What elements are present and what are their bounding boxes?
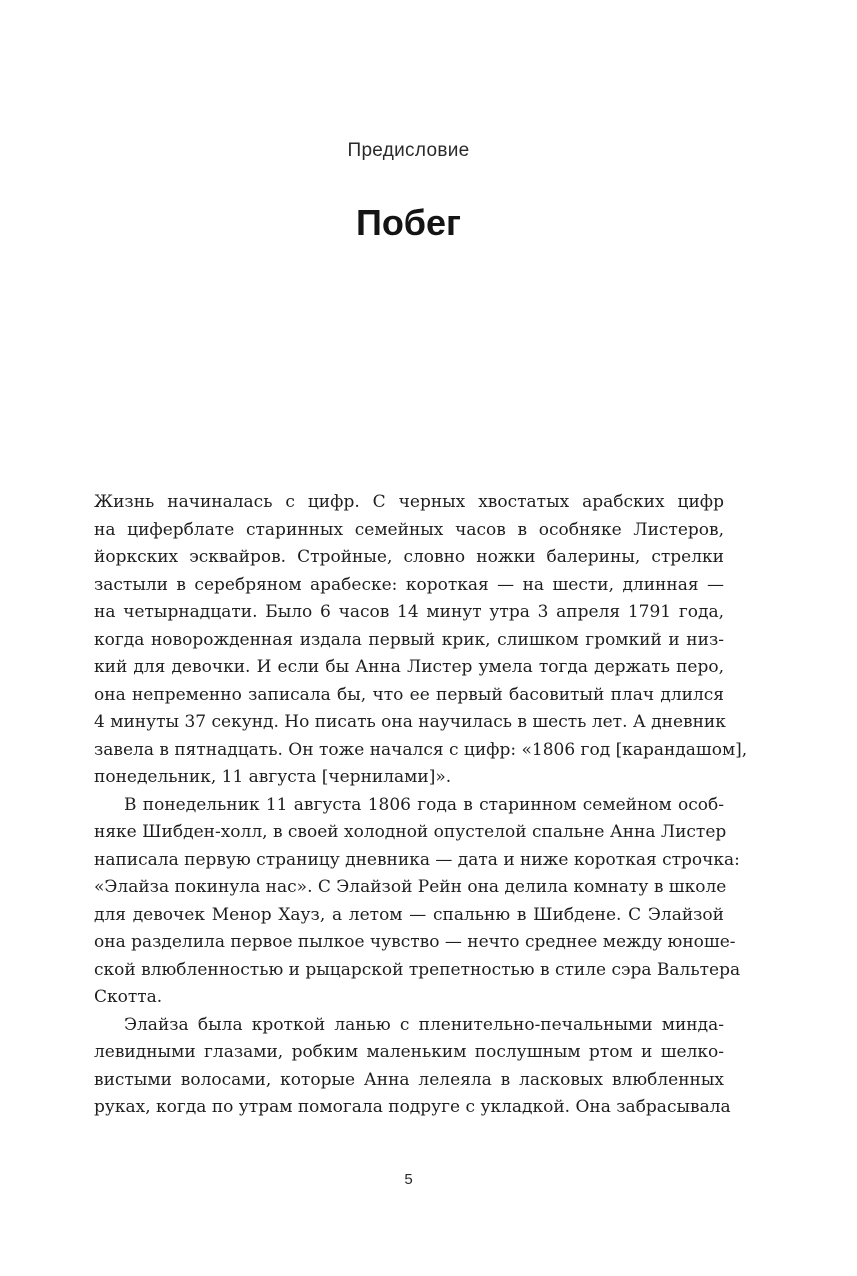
text-line: левидными глазами, робким маленьким послушным ртом и шелко-: [94, 1042, 724, 1062]
text-line: она непременно записала бы, что ее первый басовитый плач длился: [94, 684, 724, 705]
text-line: ской влюбленностью и рыцарской трепетностью в стиле сэра Вальтера: [94, 959, 741, 980]
chapter-title: Побег: [355, 202, 462, 243]
text-line: кий для девочки. И если бы Анна Листер умела тогда держать перо,: [94, 657, 724, 677]
text-line: Жизнь начиналась с цифр. С черных хвостатых арабских цифр: [94, 492, 724, 512]
text-line: руках, когда по утрам помогала подруге с укладкой. Она забрасывала: [94, 1097, 731, 1117]
text-line: Скотта.: [94, 987, 163, 1007]
text-line: «Элайза покинула нас». С Элайзой Рейн она делила комнату в школе: [94, 877, 727, 897]
text-line: понедельник, 11 августа [чернилами]».: [94, 767, 452, 787]
text-line: завела в пятнадцать. Он тоже начался с цифр: «1806 год [карандашом],: [94, 739, 748, 760]
text-line: для девочек Менор Хауз, а летом — спальню в Шибдене. С Элайзой: [94, 904, 724, 925]
text-line: В понедельник 11 августа 1806 года в старинном семейном особ-: [124, 794, 724, 815]
text-line: она разделила первое пылкое чувство — нечто среднее между юноше-: [94, 932, 736, 952]
text-line: йоркских эсквайров. Стройные, словно ножки балерины, стрелки: [94, 547, 724, 567]
text-line: вистыми волосами, которые Анна лелеяла в ласковых влюбленных: [94, 1069, 724, 1090]
text-line: няке Шибден-холл, в своей холодной опустелой спальне Анна Листер: [94, 822, 727, 842]
text-line: застыли в серебряном арабеске: короткая — на шести, длинная —: [94, 574, 724, 595]
text-line: на циферблате старинных семейных часов в особняке Листеров,: [94, 519, 724, 540]
body-text: [94, 489, 748, 1122]
text-line: на четырнадцати. Было 6 часов 14 минут утра 3 апреля 1791 года,: [94, 602, 724, 622]
page-number: 5: [404, 1171, 413, 1188]
text-line: Элайза была кроткой ланью с пленительно-печальными минда-: [124, 1014, 724, 1035]
text-line: 4 минуты 37 секунд. Но писать она научилась в шесть лет. А дневник: [94, 712, 726, 732]
preface-label: Предисловие: [347, 140, 470, 161]
text-line: написала первую страницу дневника — дата и ниже короткая строчка:: [94, 849, 740, 870]
text-line: когда новорожденная издала первый крик, слишком громкий и низ-: [94, 629, 724, 650]
